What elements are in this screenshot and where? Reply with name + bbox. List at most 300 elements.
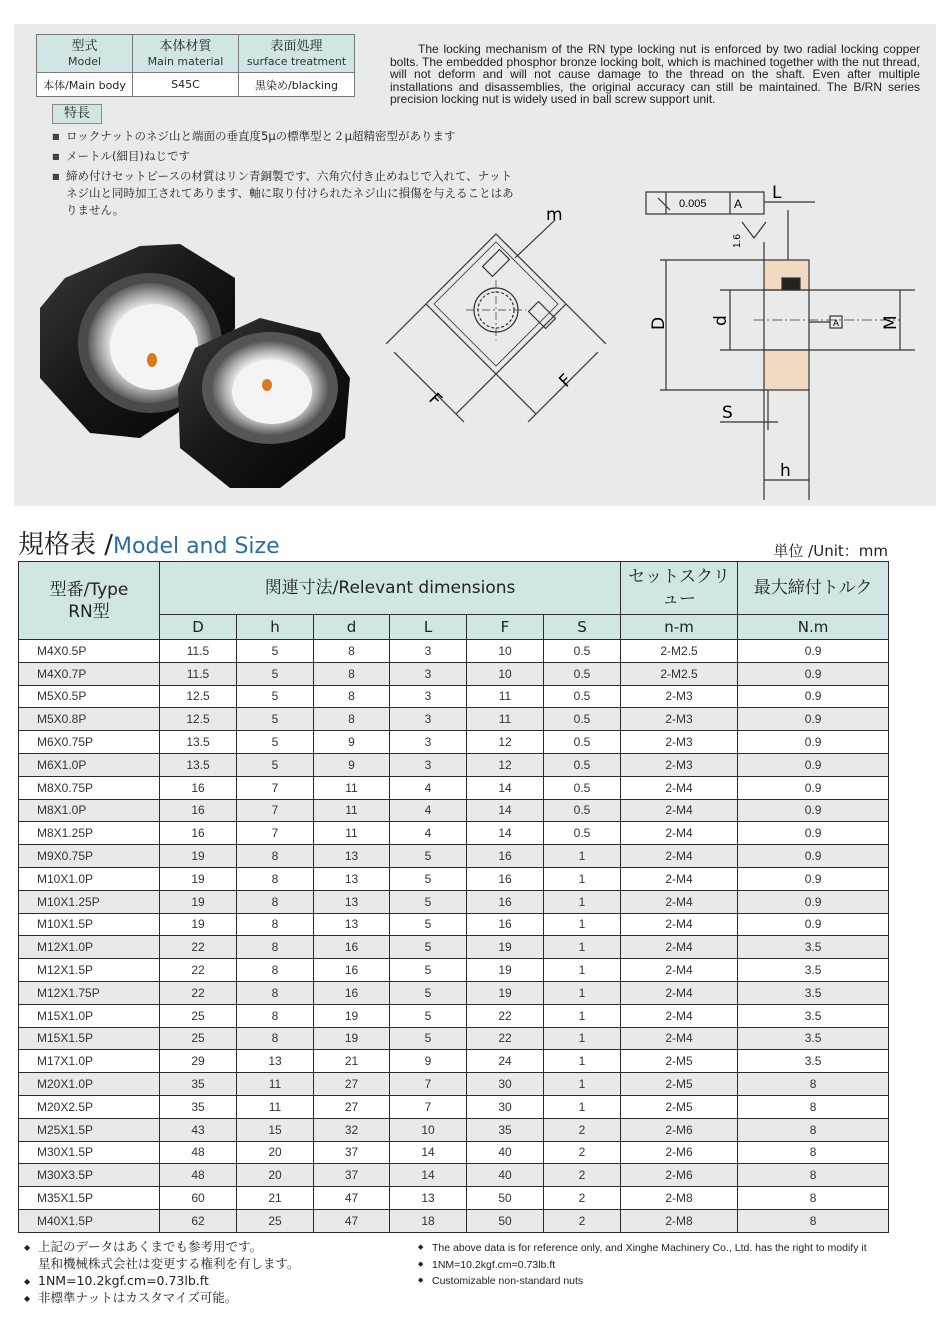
note-ja-item: ◆ 上記のデータはあくまでも参考用です。 星和機械株式会社は変更する権利を有します。 bbox=[24, 1238, 300, 1272]
table-cell: 4 bbox=[390, 799, 467, 822]
table-cell: 11.5 bbox=[160, 640, 237, 663]
table-cell-type: M12X1.0P bbox=[19, 936, 160, 959]
table-cell: 13 bbox=[314, 867, 390, 890]
unit-label: 単位 /Unit：mm bbox=[773, 542, 888, 560]
table-cell: 2 bbox=[544, 1141, 621, 1164]
table-cell: 8 bbox=[314, 640, 390, 663]
table-cell: 13 bbox=[314, 890, 390, 913]
roughness-value: 1.6 bbox=[732, 234, 743, 248]
table-cell: 3 bbox=[390, 753, 467, 776]
dim-m-label: m bbox=[546, 205, 563, 225]
table-cell: 1 bbox=[544, 1004, 621, 1027]
table-cell: 19 bbox=[160, 890, 237, 913]
table-cell: 2-M6 bbox=[621, 1164, 738, 1187]
table-cell: 43 bbox=[160, 1118, 237, 1141]
table-cell: 1 bbox=[544, 1050, 621, 1073]
table-cell: 19 bbox=[314, 1004, 390, 1027]
table-cell: 48 bbox=[160, 1164, 237, 1187]
table-cell-type: M25X1.5P bbox=[19, 1118, 160, 1141]
table-cell: 5 bbox=[237, 731, 314, 754]
table-cell: 0.9 bbox=[738, 822, 889, 845]
table-cell: 10 bbox=[467, 640, 544, 663]
dim-f-label-left: F bbox=[424, 389, 446, 411]
table-cell: 2-M5 bbox=[621, 1073, 738, 1096]
table-row bbox=[19, 1095, 889, 1118]
table-cell: 0.9 bbox=[738, 640, 889, 663]
table-cell: 0.5 bbox=[544, 662, 621, 685]
spec-table-body bbox=[19, 640, 889, 1233]
table-cell: 11 bbox=[467, 708, 544, 731]
table-cell: 3.5 bbox=[738, 959, 889, 982]
dim-d-inner-label: d bbox=[711, 315, 731, 326]
table-cell: 14 bbox=[390, 1141, 467, 1164]
feature-item: ■ メートル(細目)ねじです bbox=[52, 148, 522, 165]
table-cell: 50 bbox=[467, 1187, 544, 1210]
header-relevant-dimensions: 関連寸法/Relevant dimensions bbox=[160, 562, 621, 615]
table-cell-type: M9X0.75P bbox=[19, 845, 160, 868]
notes-ja bbox=[24, 1238, 300, 1306]
header-col-d-outer: D bbox=[160, 615, 237, 640]
table-cell-type: M17X1.0P bbox=[19, 1050, 160, 1073]
note-en-item: ◆ The above data is for reference only, and Xinghe Machinery Co., Ltd. has the right to modify it bbox=[418, 1240, 867, 1257]
table-cell: 19 bbox=[160, 913, 237, 936]
table-row bbox=[19, 822, 889, 845]
table-cell: 2-M8 bbox=[621, 1209, 738, 1232]
table-cell: 22 bbox=[160, 959, 237, 982]
table-cell: 2-M4 bbox=[621, 981, 738, 1004]
table-cell: 0.9 bbox=[738, 731, 889, 754]
table-cell-type: M10X1.0P bbox=[19, 867, 160, 890]
table-cell: 8 bbox=[237, 913, 314, 936]
table-cell-type: M10X1.5P bbox=[19, 913, 160, 936]
table-row bbox=[19, 1209, 889, 1232]
table-cell: 8 bbox=[237, 1004, 314, 1027]
table-cell: 0.5 bbox=[544, 640, 621, 663]
table-cell: 8 bbox=[738, 1095, 889, 1118]
table-cell: 30 bbox=[467, 1095, 544, 1118]
table-cell: 7 bbox=[390, 1095, 467, 1118]
table-cell: 13 bbox=[237, 1050, 314, 1073]
front-view-drawing bbox=[370, 198, 640, 438]
table-cell-type: M4X0.7P bbox=[19, 662, 160, 685]
table-cell: 1 bbox=[544, 1073, 621, 1096]
table-cell-type: M20X1.0P bbox=[19, 1073, 160, 1096]
table-cell: 16 bbox=[467, 913, 544, 936]
table-cell: 0.5 bbox=[544, 753, 621, 776]
header-col-l: L bbox=[390, 615, 467, 640]
dim-s-label: S bbox=[722, 403, 733, 423]
features-title: 特長 bbox=[52, 104, 102, 124]
note-ja-item: ◆ 非標準ナットはカスタマイズ可能。 bbox=[24, 1289, 300, 1306]
table-cell: 25 bbox=[237, 1209, 314, 1232]
table-row bbox=[19, 708, 889, 731]
table-cell: 35 bbox=[160, 1095, 237, 1118]
table-cell: 3 bbox=[390, 640, 467, 663]
table-cell: 13 bbox=[314, 845, 390, 868]
table-cell: 0.5 bbox=[544, 799, 621, 822]
table-cell: 2-M4 bbox=[621, 845, 738, 868]
table-cell: 16 bbox=[467, 845, 544, 868]
feature-item: ■ 締め付けセットピースの材質はリン青銅製です、六角穴付き止めねじで入れて、ナットネジ山と同時加工されてあります、軸に取り付けられたネジ山に損傷を与えることはありません。 bbox=[52, 168, 522, 219]
table-cell: 40 bbox=[467, 1164, 544, 1187]
table-cell: 8 bbox=[738, 1187, 889, 1210]
table-cell: 40 bbox=[467, 1141, 544, 1164]
table-cell-type: M15X1.5P bbox=[19, 1027, 160, 1050]
table-cell-type: M30X1.5P bbox=[19, 1141, 160, 1164]
table-cell: 2-M4 bbox=[621, 1004, 738, 1027]
table-cell: 14 bbox=[390, 1164, 467, 1187]
table-cell: 1 bbox=[544, 1027, 621, 1050]
table-cell-type: M35X1.5P bbox=[19, 1187, 160, 1210]
table-cell: 32 bbox=[314, 1118, 390, 1141]
table-cell: 22 bbox=[160, 981, 237, 1004]
table-cell: 19 bbox=[160, 867, 237, 890]
note-ja-item: ◆ 1NM=10.2kgf.cm=0.73lb.ft bbox=[24, 1272, 300, 1289]
table-cell: 2-M4 bbox=[621, 776, 738, 799]
header-type: 型番/Type RN型 bbox=[19, 562, 160, 640]
table-cell-type: M8X1.0P bbox=[19, 799, 160, 822]
table-cell: 11.5 bbox=[160, 662, 237, 685]
table-cell: 48 bbox=[160, 1141, 237, 1164]
table-row bbox=[19, 753, 889, 776]
table-cell-type: M8X1.25P bbox=[19, 822, 160, 845]
table-cell: 8 bbox=[237, 845, 314, 868]
table-cell: 2-M3 bbox=[621, 685, 738, 708]
table-cell: 62 bbox=[160, 1209, 237, 1232]
table-cell: 11 bbox=[237, 1073, 314, 1096]
table-row bbox=[19, 640, 889, 663]
table-cell: 19 bbox=[467, 936, 544, 959]
notes-en bbox=[418, 1240, 867, 1290]
datum-a-box-label: A bbox=[833, 318, 840, 328]
table-cell: 16 bbox=[160, 799, 237, 822]
table-cell: 19 bbox=[314, 1027, 390, 1050]
header-col-d-inner: d bbox=[314, 615, 390, 640]
dim-m-thread-label: M bbox=[881, 315, 901, 330]
material-value-model: 本体/Main body bbox=[37, 73, 133, 97]
table-cell: 22 bbox=[467, 1027, 544, 1050]
header-col-h: h bbox=[237, 615, 314, 640]
table-cell: 0.9 bbox=[738, 708, 889, 731]
table-cell: 2-M6 bbox=[621, 1118, 738, 1141]
table-cell: 2-M2.5 bbox=[621, 662, 738, 685]
table-cell: 1 bbox=[544, 867, 621, 890]
table-cell: 19 bbox=[467, 959, 544, 982]
header-col-torque-unit: N.m bbox=[738, 615, 889, 640]
table-cell: 5 bbox=[237, 753, 314, 776]
material-table bbox=[36, 34, 355, 97]
table-cell: 0.9 bbox=[738, 685, 889, 708]
table-cell: 8 bbox=[237, 959, 314, 982]
table-row bbox=[19, 799, 889, 822]
table-cell: 16 bbox=[160, 822, 237, 845]
table-cell: 2 bbox=[544, 1209, 621, 1232]
header-set-screw: セットスクリュー bbox=[621, 562, 738, 615]
side-section-drawing bbox=[640, 180, 930, 500]
header-col-s: S bbox=[544, 615, 621, 640]
table-cell: 37 bbox=[314, 1141, 390, 1164]
table-cell: 0.5 bbox=[544, 708, 621, 731]
table-cell: 8 bbox=[237, 981, 314, 1004]
table-row bbox=[19, 776, 889, 799]
table-row bbox=[19, 1050, 889, 1073]
table-cell: 1 bbox=[544, 1095, 621, 1118]
table-cell: 47 bbox=[314, 1209, 390, 1232]
table-row bbox=[19, 1164, 889, 1187]
table-cell: 5 bbox=[237, 708, 314, 731]
table-row bbox=[19, 1027, 889, 1050]
material-header-material: 本体材質 Main material bbox=[133, 35, 239, 73]
table-cell: 2-M4 bbox=[621, 799, 738, 822]
table-cell: 2-M3 bbox=[621, 731, 738, 754]
table-cell: 0.9 bbox=[738, 662, 889, 685]
spec-table bbox=[18, 561, 889, 1233]
note-en-item: ◆ Customizable non-standard nuts bbox=[418, 1273, 867, 1290]
tolerance-value: 0.005 bbox=[679, 198, 707, 210]
datum-a-label: A bbox=[734, 197, 743, 211]
table-cell: 2-M6 bbox=[621, 1141, 738, 1164]
table-cell: 3 bbox=[390, 731, 467, 754]
table-cell: 1 bbox=[544, 913, 621, 936]
table-cell: 3 bbox=[390, 685, 467, 708]
material-header-treatment: 表面処理 surface treatment bbox=[239, 35, 355, 73]
table-cell-type: M6X0.75P bbox=[19, 731, 160, 754]
table-cell: 19 bbox=[467, 981, 544, 1004]
feature-item: ■ ロックナットのネジ山と端面の垂直度5μの標準型と２μ超精密型があります bbox=[52, 128, 522, 145]
table-cell: 0.9 bbox=[738, 799, 889, 822]
table-row bbox=[19, 731, 889, 754]
table-cell: 11 bbox=[314, 799, 390, 822]
table-cell: 20 bbox=[237, 1164, 314, 1187]
table-cell: 5 bbox=[390, 890, 467, 913]
table-cell: 5 bbox=[390, 845, 467, 868]
table-cell: 5 bbox=[390, 867, 467, 890]
table-cell: 47 bbox=[314, 1187, 390, 1210]
table-cell-type: M6X1.0P bbox=[19, 753, 160, 776]
table-cell: 5 bbox=[390, 913, 467, 936]
table-cell: 1 bbox=[544, 890, 621, 913]
table-cell: 3.5 bbox=[738, 1050, 889, 1073]
table-cell: 2-M4 bbox=[621, 822, 738, 845]
table-cell: 0.9 bbox=[738, 845, 889, 868]
table-cell: 2-M2.5 bbox=[621, 640, 738, 663]
table-cell: 8 bbox=[738, 1073, 889, 1096]
product-photo bbox=[30, 238, 370, 500]
table-cell: 21 bbox=[237, 1187, 314, 1210]
table-cell: 3 bbox=[390, 662, 467, 685]
table-cell: 0.9 bbox=[738, 913, 889, 936]
table-row bbox=[19, 1004, 889, 1027]
table-row bbox=[19, 1118, 889, 1141]
table-row bbox=[19, 685, 889, 708]
table-cell: 11 bbox=[314, 822, 390, 845]
table-cell: 3.5 bbox=[738, 936, 889, 959]
table-cell: 27 bbox=[314, 1073, 390, 1096]
table-cell-type: M10X1.25P bbox=[19, 890, 160, 913]
table-row bbox=[19, 662, 889, 685]
table-cell: 9 bbox=[314, 731, 390, 754]
table-cell: 11 bbox=[237, 1095, 314, 1118]
table-cell: 5 bbox=[237, 662, 314, 685]
table-cell: 8 bbox=[738, 1118, 889, 1141]
table-cell: 7 bbox=[237, 776, 314, 799]
table-cell: 25 bbox=[160, 1004, 237, 1027]
dim-d-outer-label: D bbox=[649, 316, 669, 330]
table-cell: 1 bbox=[544, 936, 621, 959]
table-cell: 3 bbox=[390, 708, 467, 731]
table-cell: 1 bbox=[544, 959, 621, 982]
table-cell-type: M5X0.5P bbox=[19, 685, 160, 708]
table-cell: 2 bbox=[544, 1118, 621, 1141]
table-cell: 1 bbox=[544, 845, 621, 868]
table-cell: 29 bbox=[160, 1050, 237, 1073]
table-cell: 0.9 bbox=[738, 867, 889, 890]
table-cell: 8 bbox=[314, 685, 390, 708]
material-value-material: S45C bbox=[133, 73, 239, 97]
table-cell: 2 bbox=[544, 1164, 621, 1187]
table-row bbox=[19, 959, 889, 982]
table-row bbox=[19, 890, 889, 913]
table-cell: 60 bbox=[160, 1187, 237, 1210]
table-cell: 7 bbox=[237, 799, 314, 822]
note-en-item: ◆ 1NM=10.2kgf.cm=0.73lb.ft bbox=[418, 1257, 867, 1274]
table-cell: 5 bbox=[390, 1027, 467, 1050]
material-header-model: 型式 Model bbox=[37, 35, 133, 73]
table-cell: 0.9 bbox=[738, 890, 889, 913]
table-cell: 2-M3 bbox=[621, 708, 738, 731]
table-cell: 8 bbox=[738, 1141, 889, 1164]
table-cell: 3.5 bbox=[738, 1004, 889, 1027]
table-cell-type: M30X3.5P bbox=[19, 1164, 160, 1187]
table-cell: 5 bbox=[390, 1004, 467, 1027]
table-row bbox=[19, 981, 889, 1004]
table-cell-type: M12X1.75P bbox=[19, 981, 160, 1004]
table-cell: 0.9 bbox=[738, 753, 889, 776]
table-cell: 37 bbox=[314, 1164, 390, 1187]
table-cell: 13 bbox=[390, 1187, 467, 1210]
table-cell: 8 bbox=[738, 1164, 889, 1187]
table-cell: 0.5 bbox=[544, 776, 621, 799]
table-cell: 8 bbox=[237, 890, 314, 913]
table-cell-type: M5X0.8P bbox=[19, 708, 160, 731]
table-cell: 16 bbox=[160, 776, 237, 799]
table-cell: 13 bbox=[314, 913, 390, 936]
table-cell: 7 bbox=[237, 822, 314, 845]
table-cell: 14 bbox=[467, 822, 544, 845]
table-cell: 14 bbox=[467, 799, 544, 822]
table-cell: 2-M4 bbox=[621, 913, 738, 936]
table-row bbox=[19, 845, 889, 868]
table-row bbox=[19, 936, 889, 959]
material-value-treatment: 黒染め/blacking bbox=[239, 73, 355, 97]
table-cell: 27 bbox=[314, 1095, 390, 1118]
table-cell: 8 bbox=[237, 1027, 314, 1050]
table-cell: 10 bbox=[467, 662, 544, 685]
table-cell: 5 bbox=[390, 936, 467, 959]
table-cell: 12 bbox=[467, 731, 544, 754]
table-cell-type: M12X1.5P bbox=[19, 959, 160, 982]
table-cell: 13.5 bbox=[160, 753, 237, 776]
table-cell: 5 bbox=[237, 640, 314, 663]
table-cell: 8 bbox=[738, 1209, 889, 1232]
table-cell: 3.5 bbox=[738, 981, 889, 1004]
table-cell: 0.5 bbox=[544, 685, 621, 708]
table-cell: 1 bbox=[544, 981, 621, 1004]
table-cell: 30 bbox=[467, 1073, 544, 1096]
table-cell: 2-M4 bbox=[621, 1027, 738, 1050]
table-cell: 2-M4 bbox=[621, 890, 738, 913]
table-cell: 2-M3 bbox=[621, 753, 738, 776]
table-cell-type: M20X2.5P bbox=[19, 1095, 160, 1118]
table-cell: 14 bbox=[467, 776, 544, 799]
table-cell: 0.5 bbox=[544, 731, 621, 754]
table-row bbox=[19, 1141, 889, 1164]
table-cell: 18 bbox=[390, 1209, 467, 1232]
dim-h-label: h bbox=[780, 461, 791, 481]
table-cell: 2-M5 bbox=[621, 1095, 738, 1118]
table-cell: 11 bbox=[467, 685, 544, 708]
table-cell: 11 bbox=[314, 776, 390, 799]
table-cell: 5 bbox=[390, 959, 467, 982]
table-cell: 2-M4 bbox=[621, 867, 738, 890]
table-cell: 35 bbox=[467, 1118, 544, 1141]
table-row bbox=[19, 867, 889, 890]
table-cell: 16 bbox=[467, 867, 544, 890]
table-cell-type: M8X0.75P bbox=[19, 776, 160, 799]
table-cell-type: M4X0.5P bbox=[19, 640, 160, 663]
table-cell: 15 bbox=[237, 1118, 314, 1141]
table-cell: 2-M4 bbox=[621, 959, 738, 982]
table-cell: 22 bbox=[467, 1004, 544, 1027]
table-cell: 20 bbox=[237, 1141, 314, 1164]
table-cell: 24 bbox=[467, 1050, 544, 1073]
table-cell: 16 bbox=[314, 981, 390, 1004]
table-cell: 4 bbox=[390, 776, 467, 799]
table-cell: 5 bbox=[390, 981, 467, 1004]
table-cell: 2-M5 bbox=[621, 1050, 738, 1073]
dim-f-label-right: F bbox=[555, 370, 577, 392]
table-cell: 2 bbox=[544, 1187, 621, 1210]
table-cell: 9 bbox=[390, 1050, 467, 1073]
table-cell: 8 bbox=[314, 662, 390, 685]
table-cell: 50 bbox=[467, 1209, 544, 1232]
table-cell: 8 bbox=[314, 708, 390, 731]
table-cell: 22 bbox=[160, 936, 237, 959]
table-cell: 3.5 bbox=[738, 1027, 889, 1050]
table-cell: 25 bbox=[160, 1027, 237, 1050]
table-cell: 8 bbox=[237, 936, 314, 959]
description-en: The locking mechanism of the RN type locking nut is enforced by two radial locking copper bolts. The embedded phosphor bronze locking bolt, which is machined together with the nut thread, will not deform and will not cause damage to the thread on the shaft. Even after multiple installations and disassemblies, the original accuracy can still be maintained. The B/RN series precision locking nut is widely used in ball screw support unit. bbox=[390, 42, 920, 107]
table-cell: 7 bbox=[390, 1073, 467, 1096]
table-cell: 16 bbox=[314, 936, 390, 959]
header-col-f: F bbox=[467, 615, 544, 640]
table-cell: 19 bbox=[160, 845, 237, 868]
table-cell: 0.9 bbox=[738, 776, 889, 799]
table-cell: 13.5 bbox=[160, 731, 237, 754]
table-cell: 2-M4 bbox=[621, 936, 738, 959]
table-cell: 12.5 bbox=[160, 685, 237, 708]
table-cell: 35 bbox=[160, 1073, 237, 1096]
table-row bbox=[19, 1187, 889, 1210]
table-cell: 2-M8 bbox=[621, 1187, 738, 1210]
table-cell: 16 bbox=[467, 890, 544, 913]
table-cell: 5 bbox=[237, 685, 314, 708]
header-col-nm: n-m bbox=[621, 615, 738, 640]
table-row bbox=[19, 913, 889, 936]
table-cell: 12.5 bbox=[160, 708, 237, 731]
table-cell: 8 bbox=[237, 867, 314, 890]
table-cell: 16 bbox=[314, 959, 390, 982]
